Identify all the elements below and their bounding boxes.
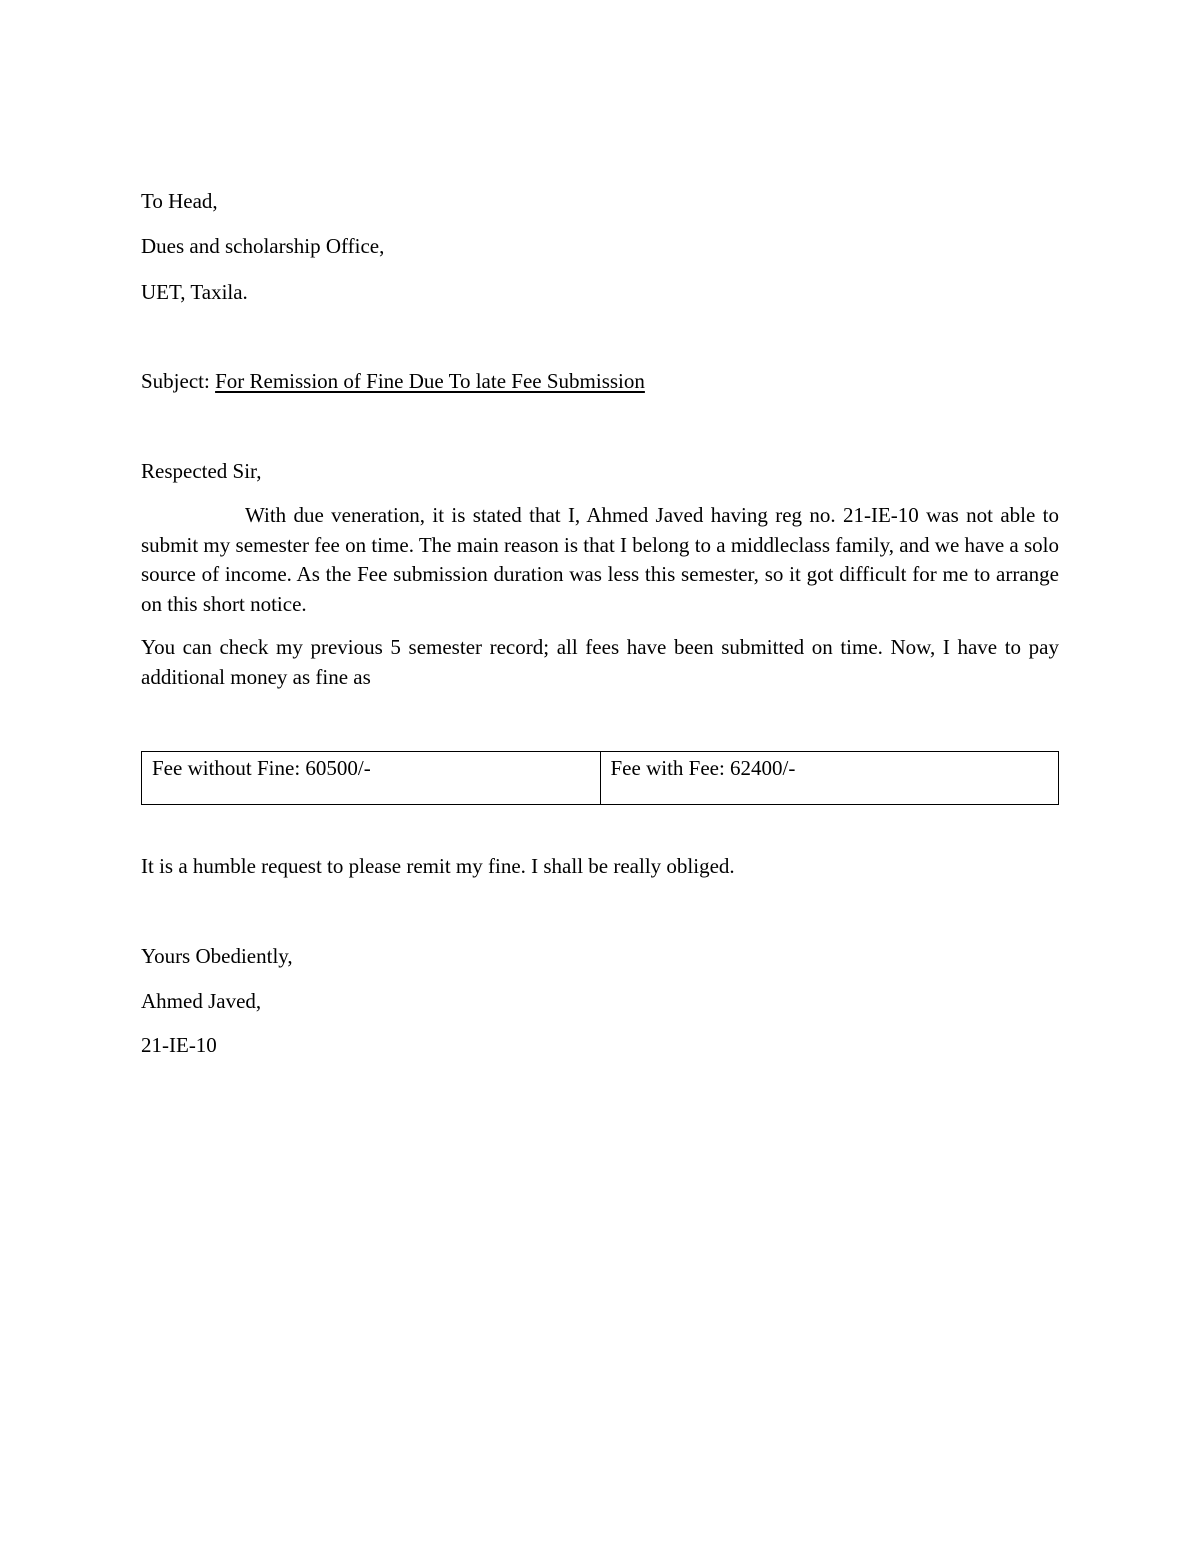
recipient-line-1: To Head,	[141, 189, 218, 213]
signature-name: Ahmed Javed,	[141, 989, 262, 1013]
salutation: Respected Sir,	[141, 459, 262, 483]
body-paragraph-2: You can check my previous 5 semester record; all fees have been submitted on time. Now, I have to pay additional money as fine as	[141, 635, 1059, 689]
subject-label: Subject:	[141, 369, 216, 393]
subject-line	[141, 371, 645, 392]
subject-text: For Remission of Fine Due To late Fee Submission	[215, 369, 645, 393]
body-paragraph-1: With due veneration, it is stated that I, Ahmed Javed having reg no. 21-IE-10 was not able to submit my semester fee on time. The main reason is that I belong to a middleclass family, and we have a solo source of income. As the Fee submission duration was less this semester, so it got difficult for me to arrange on this short notice.	[141, 503, 1059, 616]
fee-table-row	[142, 752, 1059, 805]
fee-without-fine-cell: Fee without Fine: 60500/-	[142, 752, 601, 805]
request-line: It is a humble request to please remit my fine. I shall be really obliged.	[141, 854, 735, 878]
signature-reg-no: 21-IE-10	[141, 1033, 217, 1057]
valediction: Yours Obediently,	[141, 944, 293, 968]
fee-with-fine-cell: Fee with Fee: 62400/-	[600, 752, 1059, 805]
recipient-line-2: Dues and scholarship Office,	[141, 234, 385, 258]
fee-table	[141, 751, 1059, 805]
recipient-line-3: UET, Taxila.	[141, 280, 248, 304]
